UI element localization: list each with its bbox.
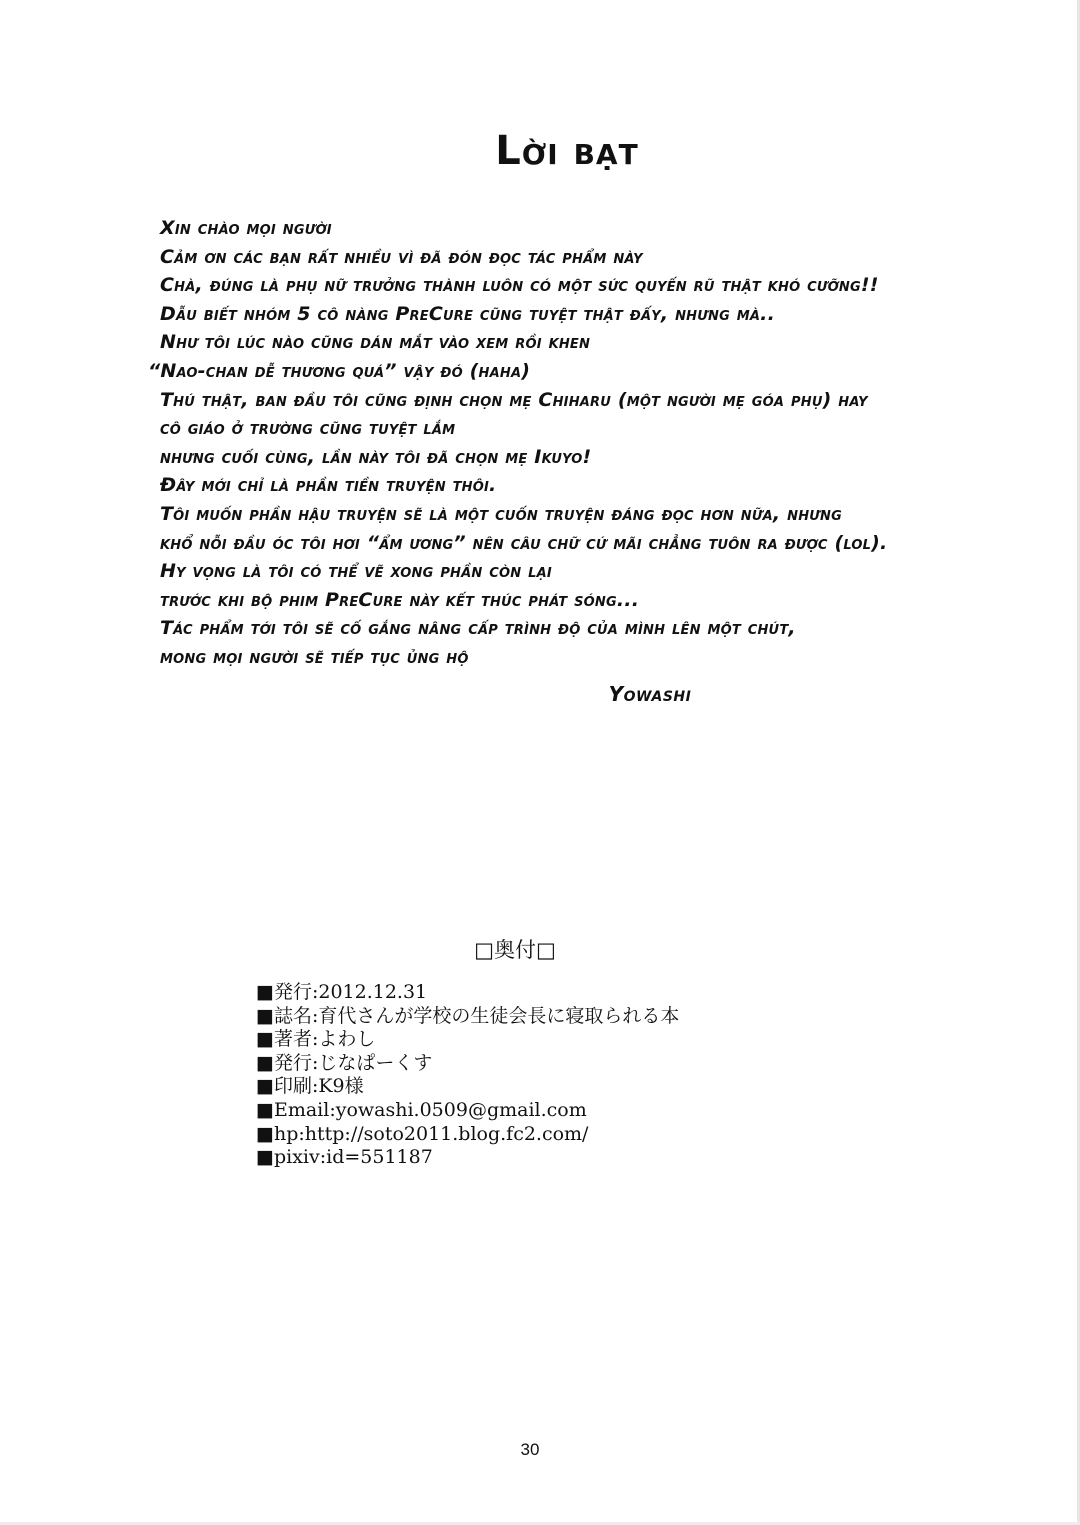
colophon-email: ■Email:yowashi.0509@gmail.com [256, 1098, 587, 1121]
page-number: 30 [520, 1440, 540, 1459]
afterword-line: khổ nỗi đầu óc tôi hơi “ẩm ương” nên câu chữ cứ mãi chẳng tuôn ra được (lol). [160, 531, 888, 554]
afterword-line: Tôi muốn phần hậu truyện sẽ là một cuốn truyện đáng đọc hơn nữa, nhưng [160, 502, 842, 525]
afterword-line: Tác phẩm tới tôi sẽ cố gắng nâng cấp trình độ của mình lên một chút, [160, 617, 796, 640]
afterword-line: “Nao-chan dễ thương quá” vậy đó (haha) [148, 359, 531, 382]
colophon-publish-date: ■発行:2012.12.31 [256, 981, 428, 1003]
colophon-pixiv: ■pixiv:id=551187 [256, 1146, 433, 1169]
afterword-line: trước khi bộ phim PreCure này kết thúc phát sóng... [160, 588, 640, 611]
afterword-line: cô giáo ở trường cũng tuyệt lắm [160, 417, 456, 440]
colophon-printer: ■印刷:K9様 [256, 1075, 364, 1098]
afterword-line: Như tôi lúc nào cũng dán mắt vào xem rồi khen [160, 331, 591, 354]
afterword-line: Chà, đúng là phụ nữ trưởng thành luôn có một sức quyến rũ thật khó cưỡng!! [160, 274, 879, 297]
afterword-line: mong mọi người sẽ tiếp tục ủng hộ [160, 645, 469, 668]
afterword-line: Đây mới chỉ là phần tiền truyện thôi. [160, 474, 497, 497]
afterword-line: Hy vọng là tôi có thể vẽ xong phần còn lại [160, 560, 552, 583]
afterword-line: Dẫu biết nhóm 5 cô nàng PreCure cũng tuyệt thật đấy, nhưng mà.. [160, 302, 776, 325]
afterword-line: Cảm ơn các bạn rất nhiều vì đã đón đọc tác phẩm này [160, 245, 643, 268]
colophon-author: ■著者:よわし [256, 1028, 376, 1051]
colophon-header: □奥付□ [474, 938, 556, 962]
afterword-line: nhưng cuối cùng, lần này tôi đã chọn mẹ Ikuyo! [160, 445, 592, 468]
colophon-title: ■誌名:育代さんが学校の生徒会長に寝取られる本 [256, 1004, 680, 1027]
afterword-line: Xin chào mọi người [160, 217, 332, 239]
afterword-body [148, 214, 1020, 672]
colophon-list [256, 981, 816, 1170]
afterword-line: Thú thật, ban đầu tôi cũng định chọn mẹ Chiharu (một người mẹ góa phụ) hay [160, 388, 868, 411]
author-signature: Yowashi [608, 682, 692, 706]
colophon-homepage: ■hp:http://soto2011.blog.fc2.com/ [256, 1122, 589, 1145]
afterword-title: Lời bạt [495, 128, 639, 174]
colophon-publisher: ■発行:じなぱーくす [256, 1051, 433, 1074]
